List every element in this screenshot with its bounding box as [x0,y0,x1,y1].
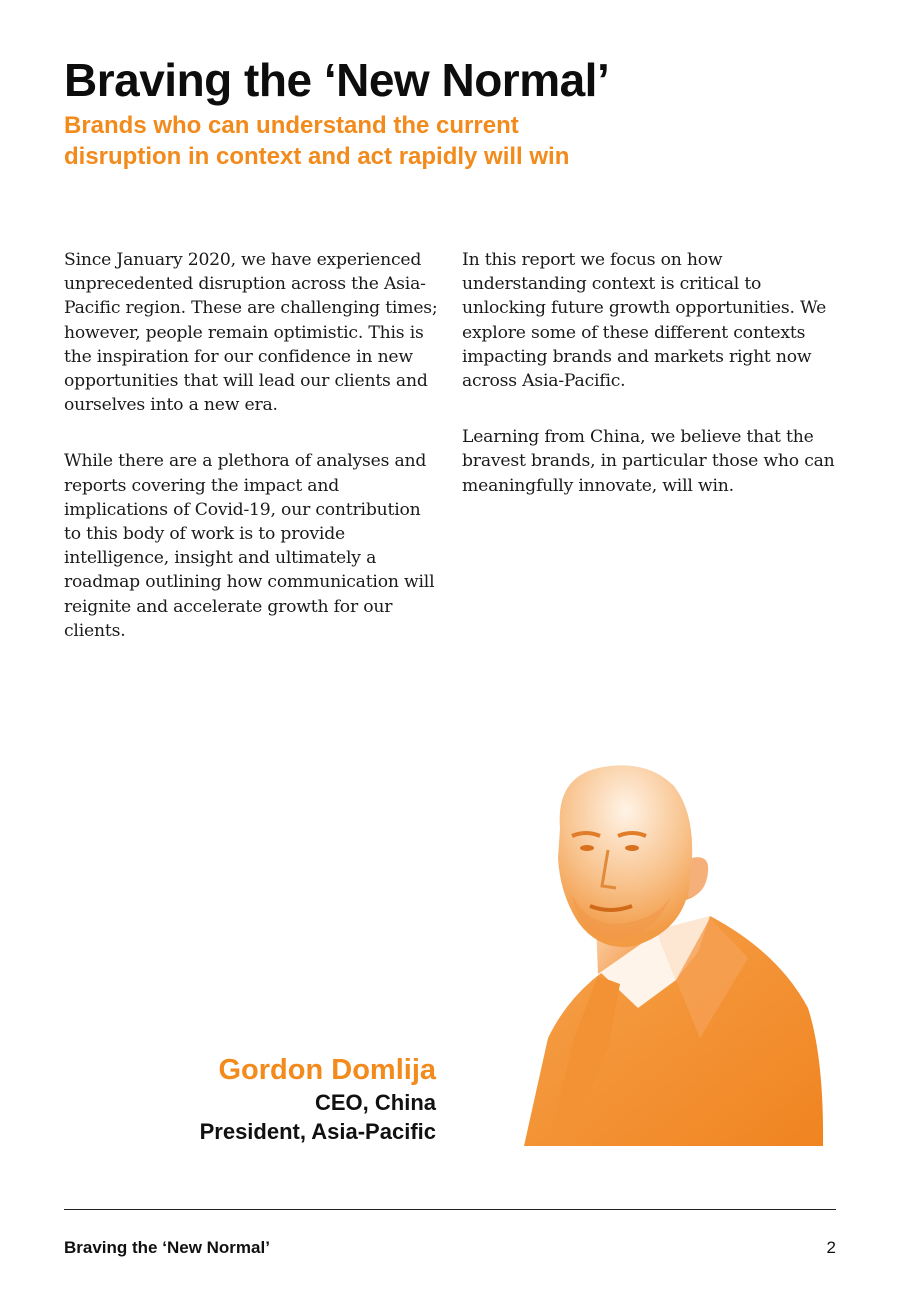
subtitle-line-1: Brands who can understand the current [64,112,519,139]
body-paragraph: Learning from China, we believe that the bravest brands, in particular those who can meaningfully innovate, will win. [462,427,835,496]
signature-block [200,1052,436,1146]
signatory-role: President, Asia-Pacific [199,1119,436,1144]
page-subtitle [64,110,664,172]
body-paragraph: While there are a plethora of analyses and reports covering the impact and implications of Covid-19, our contribution to this body of work is to provide intelligence, insight and ultimately a roadmap outlining how communication will reignite and accelerate growth for our clients. [64,451,435,641]
body-paragraph: Since January 2020, we have experienced unprecedented disruption across the Asia-Pacific region. These are challenging times; however, people remain optimistic. This is the inspiration for our confidence in new opportunities that will lead our clients and ourselves into a new era. [64,250,438,416]
right-column [462,248,842,530]
portrait-photo [448,708,836,1146]
subtitle-line-2: disruption in context and act rapidly will win [64,143,570,170]
page-number: 2 [826,1238,836,1257]
signatory-role: CEO, China [314,1090,436,1115]
page-title: Braving the ‘New Normal’ [64,54,610,106]
footer-title: Braving the ‘New Normal’ [64,1238,270,1257]
left-column [64,248,442,675]
body-paragraph: In this report we focus on how understanding context is critical to unlocking future growth opportunities. We explore some of these different contexts impacting brands and markets right now across Asia-Pacific. [462,250,827,392]
signatory-name: Gordon Domlija [218,1054,436,1086]
footer-divider [64,1209,836,1210]
